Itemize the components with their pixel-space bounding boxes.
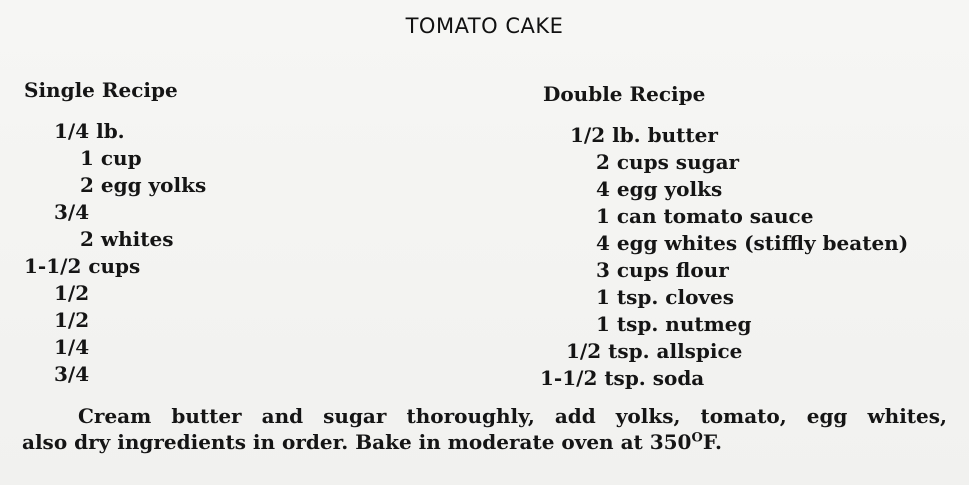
double-item: 2 cups sugar [596,150,740,174]
double-item: 1 tsp. nutmeg [596,312,752,336]
double-item: 3 cups flour [596,258,729,282]
method-line-2-text: also dry ingredients in order. Bake in moderate oven at 350 [22,430,692,454]
double-item: 1 tsp. cloves [596,285,735,309]
method-line-1: Cream butter and sugar thoroughly, add yolks, tomato, egg whites, [78,404,947,428]
single-item: 1/2 [54,308,90,332]
single-recipe-heading: Single Recipe [24,78,178,102]
single-item: 2 whites [80,227,174,251]
single-item: 1-1/2 cups [24,254,141,278]
double-item: 4 egg yolks [596,177,723,201]
temperature-unit: F. [702,430,722,454]
degree-mark: O [691,430,703,446]
double-item: 1/2 tsp. allspice [566,339,743,363]
double-item: 1/2 lb. butter [570,123,718,147]
recipe-title: TOMATO CAKE [405,14,564,38]
double-item: 1 can tomato sauce [596,204,814,228]
single-item: 1/2 [54,281,90,305]
double-recipe-heading: Double Recipe [543,82,706,106]
single-item: 3/4 [54,362,90,386]
method-paragraph [22,403,947,455]
single-item: 2 egg yolks [80,173,207,197]
double-item: 4 egg whites (stiffly beaten) [596,231,909,255]
single-item: 1/4 [54,335,90,359]
method-line-2 [22,429,947,455]
single-item: 1 cup [80,146,142,170]
single-item: 1/4 lb. [54,119,125,143]
single-item: 3/4 [54,200,90,224]
double-item: 1-1/2 tsp. soda [540,366,705,390]
